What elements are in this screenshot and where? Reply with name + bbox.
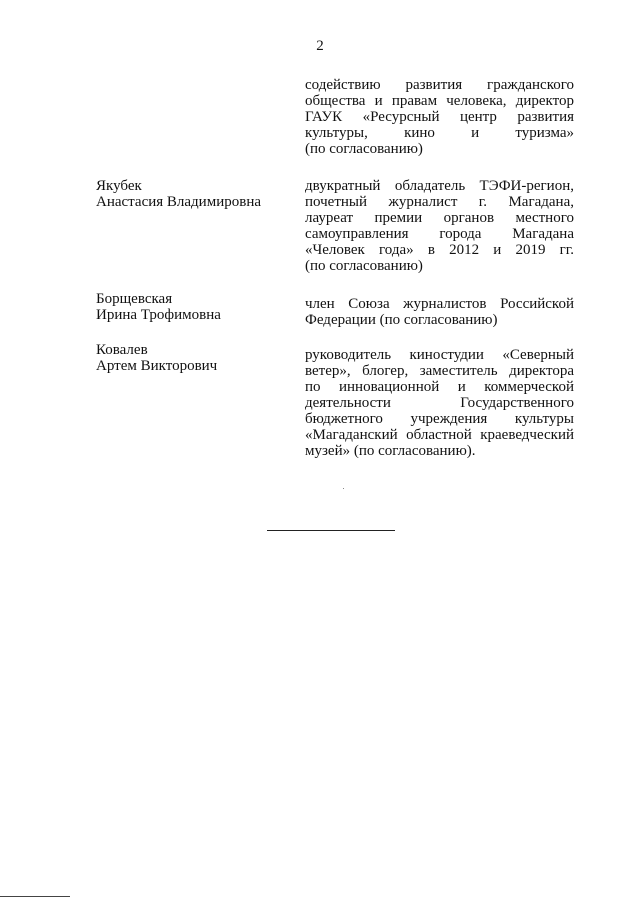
- scan-edge-line: [0, 896, 70, 897]
- member-name: [96, 178, 286, 210]
- description-line: (по согласованию): [305, 258, 423, 274]
- description-line: по инновационной и коммерческой: [305, 379, 574, 395]
- description-line: музей» (по согласованию).: [305, 443, 476, 459]
- description-line: «Человек года» в 2012 и 2019 гг.: [305, 242, 574, 258]
- member-description: [305, 178, 574, 274]
- description-line: член Союза журналистов Российской: [305, 296, 574, 312]
- description-line: деятельности Государственного: [305, 395, 574, 411]
- member-surname: Ковалев: [96, 342, 148, 358]
- description-line: культуры, кино и туризма»: [305, 125, 574, 141]
- member-given-names: Артем Викторович: [96, 358, 218, 374]
- description-line: (по согласованию): [305, 141, 423, 157]
- member-name: [96, 342, 286, 374]
- description-line: «Магаданский областной краеведческий: [305, 427, 574, 443]
- description-line: двукратный обладатель ТЭФИ-регион,: [305, 178, 574, 194]
- description-line: ветер», блогер, заместитель директора: [305, 363, 574, 379]
- description-line: лауреат премии органов местного: [305, 210, 574, 226]
- description-line: содействию развития гражданского: [305, 77, 574, 93]
- member-given-names: Ирина Трофимовна: [96, 307, 221, 323]
- end-separator-line: [267, 530, 395, 531]
- member-description: [305, 296, 574, 328]
- page-number: 2: [316, 38, 324, 54]
- continued-description: [305, 77, 574, 157]
- member-surname: Якубек: [96, 178, 142, 194]
- scan-speck: [343, 488, 344, 489]
- description-line: самоуправления города Магадана: [305, 226, 574, 242]
- description-line: руководитель киностудии «Северный: [305, 347, 574, 363]
- member-name: [96, 291, 286, 323]
- description-line: бюджетного учреждения культуры: [305, 411, 574, 427]
- description-line: общества и правам человека, директор: [305, 93, 574, 109]
- description-line: Федерации (по согласованию): [305, 312, 498, 328]
- member-surname: Борщевская: [96, 291, 173, 307]
- member-description: [305, 347, 574, 459]
- member-given-names: Анастасия Владимировна: [96, 194, 261, 210]
- description-line: почетный журналист г. Магадана,: [305, 194, 574, 210]
- description-line: ГАУК «Ресурсный центр развития: [305, 109, 574, 125]
